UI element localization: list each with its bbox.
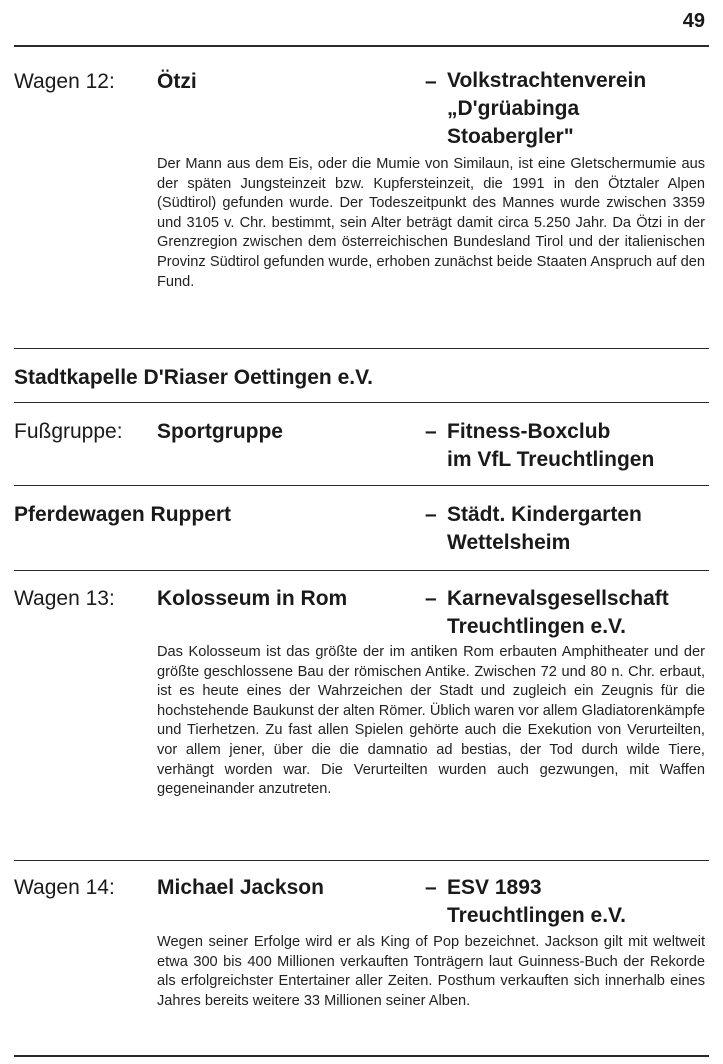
sponsor-line: Städt. Kindergarten <box>447 503 642 526</box>
page-number: 49 <box>682 10 705 32</box>
sponsor-line: „D'grüabinga <box>447 97 580 120</box>
divider <box>14 402 709 403</box>
entry-sponsor <box>447 585 669 641</box>
sponsor-line: Stoabergler" <box>447 125 574 148</box>
divider <box>14 45 709 47</box>
sponsor-line: Wettelsheim <box>447 531 571 554</box>
sponsor-line: im VfL Treuchtlingen <box>447 448 655 471</box>
entry-sponsor <box>447 67 646 151</box>
divider <box>14 348 709 349</box>
entry-dash: – <box>425 587 437 610</box>
entry-name: Sportgruppe <box>157 420 283 443</box>
entry-dash: – <box>425 70 437 93</box>
entry-sponsor <box>447 418 654 474</box>
sponsor-line: Karnevalsgesellschaft <box>447 587 669 610</box>
entry-name: Kolosseum in Rom <box>157 587 348 610</box>
entry-dash: – <box>425 876 437 899</box>
entry-label: Wagen 12: <box>14 70 115 93</box>
entry-dash: – <box>425 503 437 526</box>
entry-sponsor <box>447 874 626 930</box>
divider <box>14 860 709 861</box>
entry-description: Wegen seiner Erfolge wird er als King of Pop bezeichnet. Jackson gilt mit weltweit etwa 300 bis 400 Millionen verkauften Tonträgern laut Guinness-Buch der Rekorde als erfolgreichster Entertainer aller Zeiten. Posthum verkauften sich innerhalb eines Jahres bereits weitere 33 Millionen seiner Alben. <box>157 934 705 1009</box>
entry-label: Fußgruppe: <box>14 420 123 443</box>
divider <box>14 485 709 486</box>
entry-dash: – <box>425 420 437 443</box>
entry-description: Der Mann aus dem Eis, oder die Mumie von Similaun, ist eine Gletschermumie aus der späten Jungsteinzeit bzw. Kupfersteinzeit, die 1991 in den Ötztaler Alpen (Südtirol) gefunden wurde. Der Todeszeitpunkt des Mannes wurde zwischen 3359 und 3105 v. Chr. bestimmt, sein Alter beträgt damit circa 5.250 Jahr. Da Ötzi in der Grenzregion zwischen dem österreichischen Bundesland Tirol und der italienischen Provinz Südtirol gefunden wurde, erhoben zunächst beide Staaten Anspruch auf den Fund. <box>157 156 705 290</box>
entry-name: Michael Jackson <box>157 876 324 899</box>
sponsor-line: Treuchtlingen e.V. <box>447 904 626 927</box>
entry-sponsor <box>447 501 642 557</box>
entry-label: Wagen 14: <box>14 876 115 899</box>
sponsor-line: Volkstrachtenverein <box>447 69 647 92</box>
entry-label: Wagen 13: <box>14 587 115 610</box>
sponsor-line: Treuchtlingen e.V. <box>447 615 626 638</box>
section-heading: Stadtkapelle D'Riaser Oettingen e.V. <box>14 366 374 389</box>
entry-description: Das Kolosseum ist das größte der im antiken Rom erbauten Amphitheater und der größte geschlossene Bau der römischen Antike. Zwischen 72 und 80 n. Chr. erbaut, ist es heute eines der Wahrzeichen der Stadt und zugleich ein Zeugnis für die hochstehende Baukunst der alten Römer. Üblich waren vor allem Gladiatorenkämpfe und Tierhetzen. Zu fast allen Spielen gehörte auch die Exekution von Verurteilten, vor allem jener, über die die damnatio ad bestias, der Tod durch wilde Tiere, verhängt worden war. Die Verurteilten wurden auch gezwungen, mit Waffen gegeneinander anzutreten. <box>157 644 705 798</box>
divider <box>14 570 709 571</box>
sponsor-line: Fitness-Boxclub <box>447 420 611 443</box>
entry-name: Pferdewagen Ruppert <box>14 503 232 526</box>
entry-name: Ötzi <box>157 70 197 93</box>
sponsor-line: ESV 1893 <box>447 876 542 899</box>
divider <box>14 1055 709 1057</box>
